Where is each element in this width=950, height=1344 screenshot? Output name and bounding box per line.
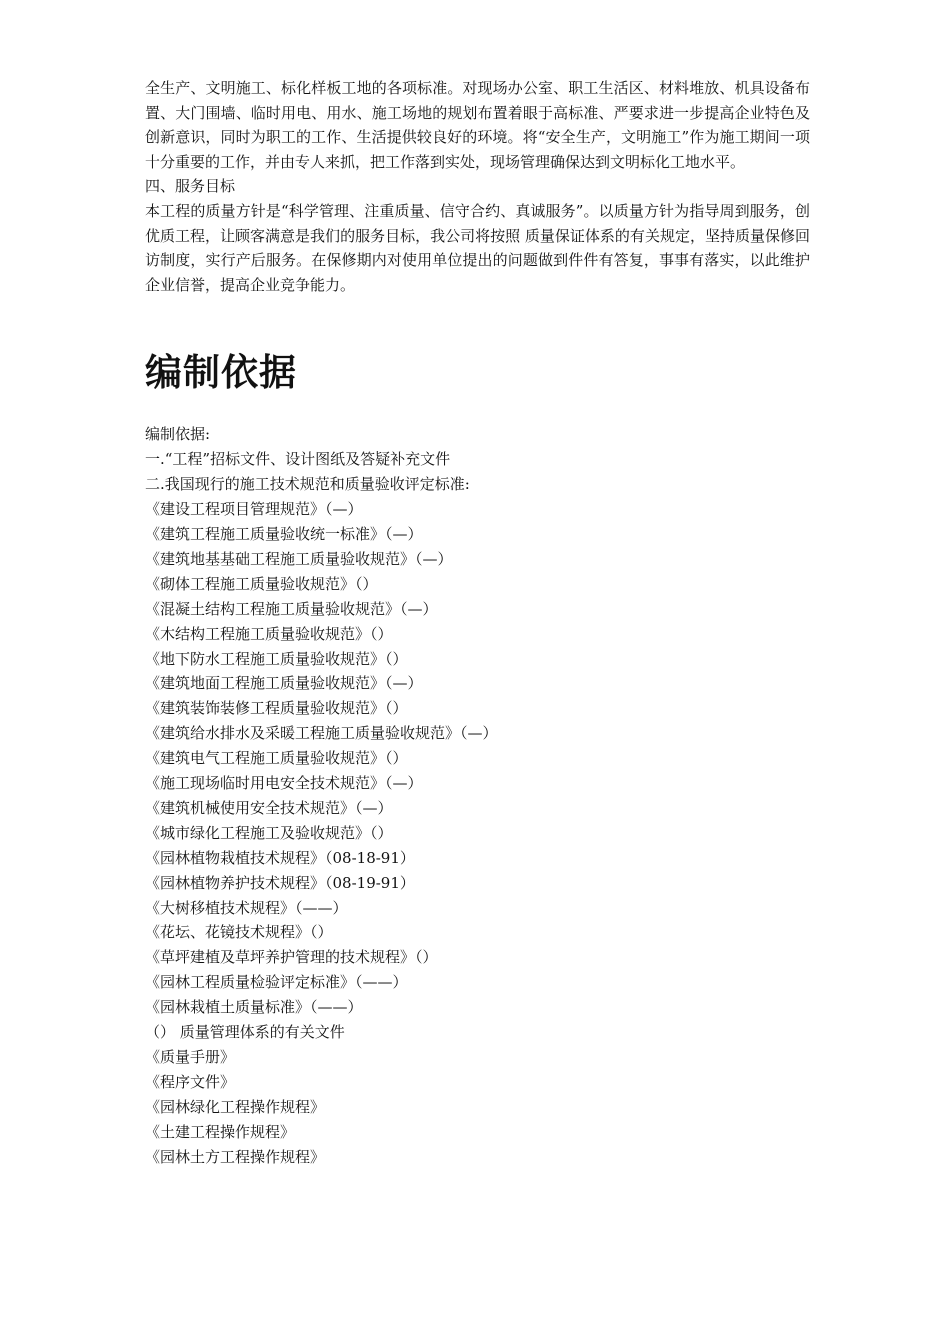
intro-paragraph-1: 全生产、文明施工、标化样板工地的各项标准。对现场办公室、职工生活区、材料堆放、机具设备布置、大门围墙、临时用电、用水、施工场地的规划布置着眼于高标准、严要求进一步提高企业特色及创新意识，同时为职工的工作、生活提供较良好的环境。将“安全生产，文明施工”作为施工期间一项十分重要的工作，并由专人来抓，把工作落到实处，现场管理确保达到文明标化工地水平。 — [145, 79, 810, 171]
section-heading: 编制依据 — [145, 351, 297, 395]
list-item: 《草坪建植及草坪养护管理的技术规程》（） — [145, 948, 438, 967]
basis-label: 编制依据: — [145, 425, 211, 444]
list-item: 《建筑装饰装修工程质量验收规范》（） — [145, 699, 408, 718]
service-goal-title: 四、服务目标 — [145, 177, 236, 196]
list-item: 《木结构工程施工质量验收规范》（） — [145, 624, 393, 643]
document-page — [145, 76, 810, 1170]
list-item: 二.我国现行的施工技术规范和质量验收评定标准: — [145, 475, 470, 494]
list-item: 《施工现场临时用电安全技术规范》（—） — [145, 774, 423, 793]
list-item: 《建筑工程施工质量验收统一标准》（—） — [145, 524, 423, 543]
list-item: 《园林土方工程操作规程》 — [145, 1147, 326, 1166]
list-item: 《建筑地面工程施工质量验收规范》（—） — [145, 674, 423, 693]
list-item: 《砌体工程施工质量验收规范》（） — [145, 574, 378, 593]
list-item: 《建设工程项目管理规范》（—） — [145, 500, 363, 519]
list-item: 《地下防水工程施工质量验收规范》（） — [145, 649, 408, 668]
list-item: 《建筑地基基础工程施工质量验收规范》（—） — [145, 549, 453, 568]
list-item: 《城市绿化工程施工及验收规范》（） — [145, 823, 393, 842]
list-item: 《混凝土结构工程施工质量验收规范》（—） — [145, 599, 438, 618]
list-item: 一.“工程”招标文件、设计图纸及答疑补充文件 — [145, 450, 451, 469]
list-item: 《建筑给水排水及采暖工程施工质量验收规范》（—） — [145, 724, 498, 743]
list-item: 《大树移植技术规程》（——） — [145, 898, 348, 917]
list-item: 《园林栽植土质量标准》（——） — [145, 998, 363, 1017]
list-item: （） 质量管理体系的有关文件 — [145, 1023, 345, 1042]
list-item: 《程序文件》 — [145, 1072, 236, 1091]
intro-paragraph-2: 本工程的质量方针是“科学管理、注重质量、信守合约、真诚服务”。以质量方针为指导周到服务，创优质工程，让顾客满意是我们的服务目标，我公司将按照 质量保证体系的有关规定，坚持质量保修回访制度，实行产后服务。在保修期内对使用单位提出的问题做到件件有答复，事事有落实，以此维护企业信誉，提高企业竞争能力。 — [145, 201, 810, 294]
basis-list — [145, 422, 810, 1169]
list-item: 《园林工程质量检验评定标准》（——） — [145, 973, 408, 992]
list-item: 《园林植物栽植技术规程》（08-18-91） — [145, 848, 415, 867]
list-item: 《园林绿化工程操作规程》 — [145, 1097, 326, 1116]
list-item: 《建筑电气工程施工质量验收规范》（） — [145, 749, 408, 768]
list-item: 《花坛、花镜技术规程》（） — [145, 923, 333, 942]
list-item: 《土建工程操作规程》 — [145, 1122, 296, 1141]
list-item: 《质量手册》 — [145, 1048, 236, 1066]
list-item: 《园林植物养护技术规程》（08-19-91） — [145, 873, 415, 892]
list-item: 《建筑机械使用安全技术规范》（—） — [145, 798, 393, 817]
